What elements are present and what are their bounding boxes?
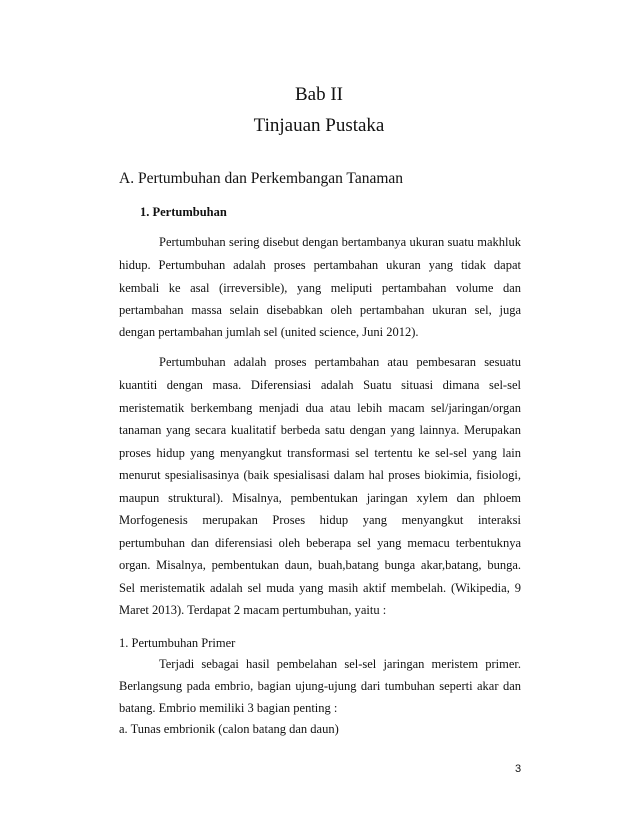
subheading-primer: 1. Pertumbuhan Primer bbox=[119, 636, 236, 650]
paragraph-2-line-5: proses hidup yang menyangkut transformasi sel tertentu ke sel-sel yang lain bbox=[119, 446, 521, 460]
paragraph-2-line-12: Maret 2013). Terdapat 2 macam pertumbuhan, yaitu : bbox=[119, 603, 387, 617]
paragraph-primer-line-3: batang. Embrio memiliki 3 bagian penting : bbox=[119, 701, 338, 715]
paragraph-primer-line-2: Berlangsung pada embrio, bagian ujung-ujung dari tumbuhan seperti akar dan bbox=[119, 679, 521, 693]
paragraph-2-line-3: meristematik berkembang menjadi dua atau lebih macam sel/jaringan/organ bbox=[119, 401, 521, 415]
paragraph-2-line-6: menurut spesialisasinya (baik spesialisasi dalam hal proses biokimia, fisiologi, bbox=[119, 468, 521, 482]
paragraph-2-line-10: organ. Misalnya, pembentukan daun, buah,batang bunga akar,batang, bunga. bbox=[119, 558, 521, 572]
paragraph-1-line-5: dengan pertambahan jumlah sel (united science, Juni 2012). bbox=[119, 325, 419, 339]
paragraph-2-line-11: Sel meristematik adalah sel muda yang masih aktif membelah. (Wikipedia, 9 bbox=[119, 581, 521, 595]
paragraph-2-line-2: kuantiti dengan masa. Diferensiasi adalah Suatu situasi dimana sel-sel bbox=[119, 378, 521, 392]
paragraph-1-line-4: pertambahan massa selain disebabkan oleh pertambahan ukuran sel, juga bbox=[119, 303, 521, 317]
paragraph-2-line-4: tanaman yang secara kualitatif berbeda satu dengan yang lainnya. Merupakan bbox=[119, 423, 521, 437]
paragraph-1-line-1: Pertumbuhan sering disebut dengan bertambanya ukuran suatu makhluk bbox=[159, 235, 521, 249]
paragraph-2-line-7: maupun struktural). Misalnya, pembentukan jaringan xylem dan phloem bbox=[119, 491, 521, 505]
paragraph-2-line-9: pertumbuhan dan diferensiasi oleh beberapa sel yang memacu terbentuknya bbox=[119, 536, 521, 550]
paragraph-1-line-3: kembali ke asal (irreversible), yang meliputi pertambahan volume dan bbox=[119, 281, 521, 295]
chapter-number: Bab II bbox=[294, 84, 343, 105]
paragraph-2-line-8: Morfogenesis merupakan Proses hidup yang menyangkut interaksi bbox=[119, 513, 521, 527]
section-heading: A. Pertumbuhan dan Perkembangan Tanaman bbox=[119, 170, 404, 187]
list-item-a: a. Tunas embrionik (calon batang dan daun) bbox=[119, 722, 339, 736]
page-number: 3 bbox=[515, 763, 522, 775]
chapter-title: Tinjauan Pustaka bbox=[253, 115, 385, 136]
paragraph-primer-line-1: Terjadi sebagai hasil pembelahan sel-sel jaringan meristem primer. bbox=[159, 657, 521, 671]
paragraph-2-line-1: Pertumbuhan adalah proses pertambahan atau pembesaran sesuatu bbox=[159, 355, 521, 369]
subsection-heading: 1. Pertumbuhan bbox=[140, 205, 227, 219]
paragraph-1-line-2: hidup. Pertumbuhan adalah proses pertambahan ukuran yang tidak dapat bbox=[119, 258, 521, 272]
